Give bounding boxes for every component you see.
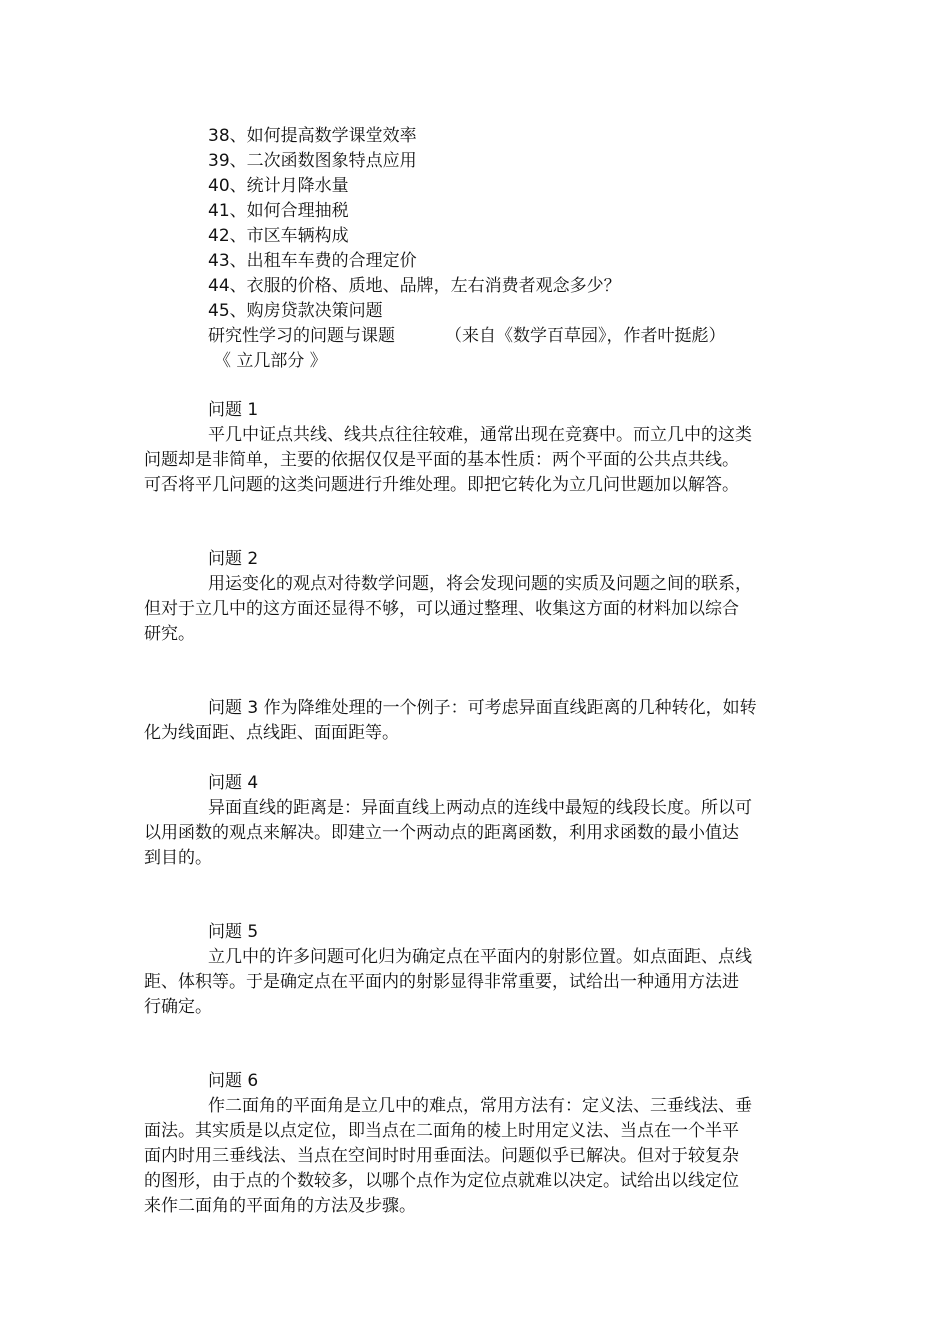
list-item: 43、出租车车费的合理定价 [208, 251, 417, 271]
problem-6-line: 面内时用三垂线法、当点在空间时时用垂面法。问题似乎已解决。但对于较复杂 [144, 1146, 739, 1166]
section-title: 研究性学习的问题与课题 [208, 326, 395, 346]
problem-4-line: 到目的。 [144, 848, 212, 868]
problem-1-line: 可否将平几问题的这类问题进行升维处理。即把它转化为立几问世题加以解答。 [144, 475, 739, 495]
problem-5-line: 行确定。 [144, 997, 212, 1017]
list-item: 41、如何合理抽税 [208, 201, 349, 221]
problem-1-line: 平几中证点共线、线共点往往较难，通常出现在竞赛中。而立几中的这类 [208, 425, 752, 445]
problem-5-line: 立几中的许多问题可化归为确定点在平面内的射影位置。如点面距、点线 [208, 947, 752, 967]
problem-2-heading: 问题 2 [208, 549, 259, 569]
problem-3-line: 问题 3 作为降维处理的一个例子：可考虑异面直线距离的几种转化，如转 [208, 698, 757, 718]
problem-5-heading: 问题 5 [208, 922, 259, 942]
problem-4-line: 以用函数的观点来解决。即建立一个两动点的距离函数，利用求函数的最小值达 [144, 823, 739, 843]
problem-6-heading: 问题 6 [208, 1071, 259, 1091]
problem-2-line: 研究。 [144, 624, 195, 644]
problem-6-line: 作二面角的平面角是立几中的难点，常用方法有：定义法、三垂线法、垂 [208, 1096, 752, 1116]
problem-6-line: 面法。其实质是以点定位，即当点在二面角的棱上时用定义法、当点在一个半平 [144, 1121, 739, 1141]
list-item: 38、如何提高数学课堂效率 [208, 126, 417, 146]
section-subtitle: 《 立几部分 》 [214, 351, 327, 371]
problem-2-line: 但对于立几中的这方面还显得不够，可以通过整理、收集这方面的材料加以综合 [144, 599, 739, 619]
problem-4-line: 异面直线的距离是：异面直线上两动点的连线中最短的线段长度。所以可 [208, 798, 752, 818]
problem-2-line: 用运变化的观点对待数学问题，将会发现问题的实质及问题之间的联系， [208, 574, 752, 594]
problem-6-line: 的图形，由于点的个数较多，以哪个点作为定位点就难以决定。试给出以线定位 [144, 1171, 739, 1191]
list-item: 40、统计月降水量 [208, 176, 349, 196]
problem-1-heading: 问题 1 [208, 400, 259, 420]
problem-5-line: 距、体积等。于是确定点在平面内的射影显得非常重要，试给出一种通用方法进 [144, 972, 739, 992]
list-item: 44、衣服的价格、质地、品牌，左右消费者观念多少？ [208, 276, 621, 296]
list-item: 42、市区车辆构成 [208, 226, 349, 246]
problem-3-line: 化为线面距、点线距、面面距等。 [144, 723, 399, 743]
problem-6-line: 来作二面角的平面角的方法及步骤。 [144, 1196, 416, 1216]
section-source: （来自《数学百草园》，作者叶挺彪） [445, 326, 726, 346]
problem-1-line: 问题却是非简单，主要的依据仅仅是平面的基本性质：两个平面的公共点共线。 [144, 450, 739, 470]
list-item: 39、二次函数图象特点应用 [208, 151, 417, 171]
problem-4-heading: 问题 4 [208, 773, 259, 793]
list-item: 45、购房贷款决策问题 [208, 301, 383, 321]
